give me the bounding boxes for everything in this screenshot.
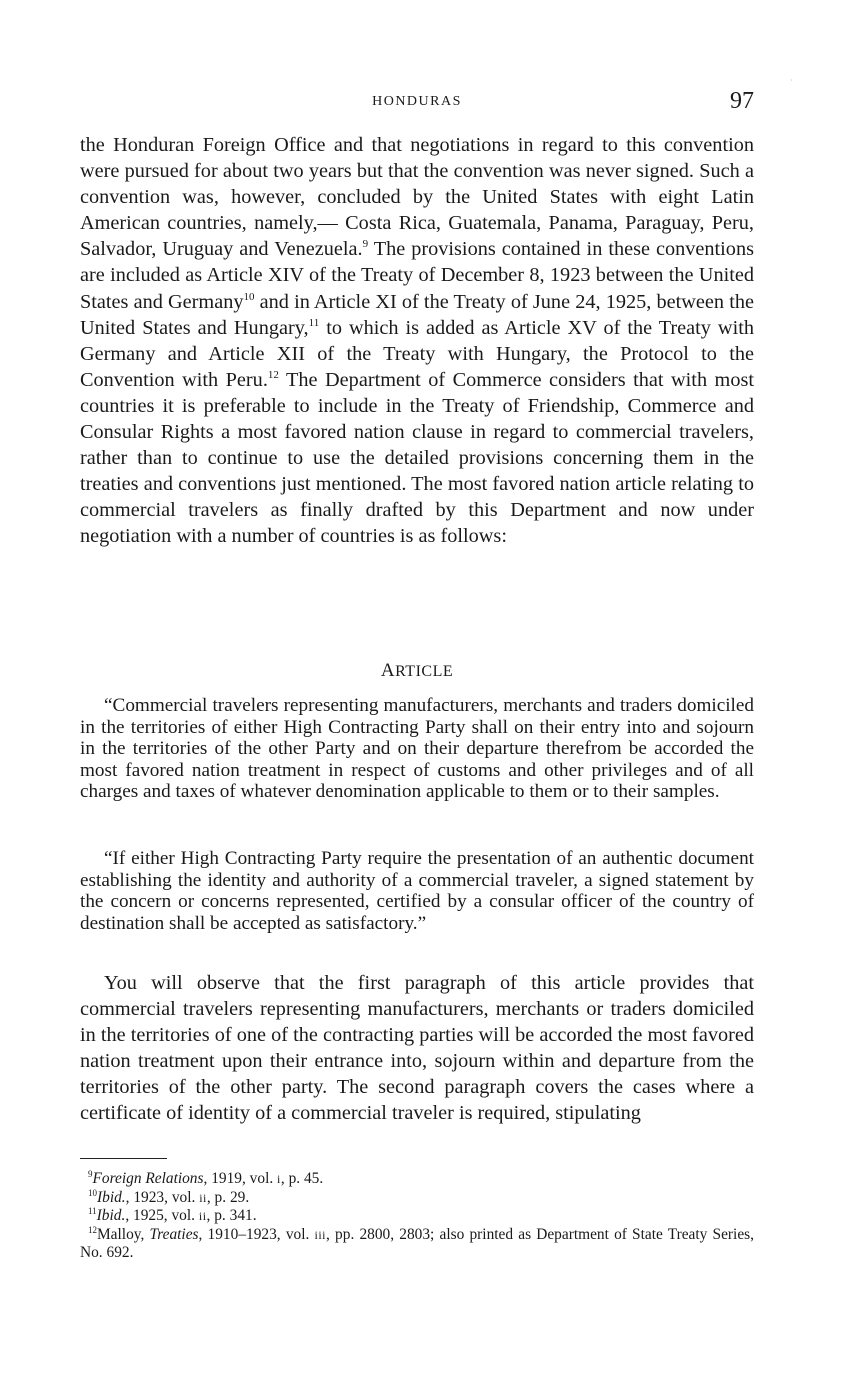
text-run: the Honduran Foreign Office and that negotiations in regard to this convention were pursued for about two years but that the convention was never signed. Such a convention was, however, concluded by the United States with eight Latin American countries, namely,— Costa Rica, Guatemala, Panama, Paraguay, Peru, Salvador, Uruguay and Venezuela. bbox=[80, 134, 754, 261]
footnote-ref-10: 10 bbox=[243, 290, 255, 303]
footnote-title: Ibid. bbox=[97, 1188, 126, 1206]
text-run: The Department of Commerce considers that with most countries it is preferable to include in the Treaty of Friendship, Commerce and Consular Rights a most favored nation clause in regard to commercial travelers, rather than to continue to use the detailed provisions concerning them in the treaties and conventions just mentioned. The most favored nation article relating to commercial travelers as finally drafted by this Department and now under negotiation with a number of countries is as follows: bbox=[80, 368, 754, 548]
running-head: HONDURAS bbox=[372, 94, 462, 109]
footnote-11 bbox=[80, 1207, 754, 1226]
footnote-text: , p. 45. bbox=[280, 1170, 324, 1187]
body-paragraph-2: You will observe that the first paragraph of this article provides that commercial travelers representing manufacturers, merchants or traders domiciled in the territories of one of the contracting parties will be accorded the most favored nation treatment upon their entrance into, sojourn within and departure from the territories of the other party. The second paragraph covers the cases where a certificate of identity of a commercial traveler is required, stipulating bbox=[80, 972, 754, 1125]
footnote-title: Treaties bbox=[149, 1225, 199, 1243]
footnote-text: , 1919, vol. bbox=[203, 1170, 278, 1187]
footnote-text: , 1925, vol. bbox=[125, 1207, 199, 1224]
footnote-number: 9 bbox=[88, 1168, 93, 1179]
margin-mark: · bbox=[790, 76, 793, 85]
footnote-title: Foreign Relations bbox=[92, 1170, 204, 1187]
text-run: to which is added as Article XV of the Treaty with Germany and Article XII of the Treaty with Hungary, the Protocol to the Convention with Peru. bbox=[80, 316, 754, 391]
footnote-9 bbox=[80, 1170, 754, 1189]
article-heading-cap: A bbox=[380, 660, 396, 681]
body-paragraph-1 bbox=[80, 132, 754, 550]
footnote-text: , pp. 2800, 2803; also printed as Department of State Treaty Series, No. 692. bbox=[80, 1225, 754, 1261]
footnotes bbox=[80, 1170, 754, 1263]
footnote-text: , p. 29. bbox=[206, 1188, 250, 1206]
footnote-ref-11: 11 bbox=[308, 316, 320, 329]
footnote-volume: ii bbox=[199, 1190, 207, 1205]
page-number: 97 bbox=[730, 88, 754, 114]
footnote-10 bbox=[80, 1189, 754, 1208]
text-run: and in Article XI of the Treaty of June 24, 1925, between the United States and Hungary, bbox=[80, 290, 754, 339]
article-quote-1: “Commercial travelers representing manufacturers, merchants and traders domiciled in the territories of either High Contracting Party shall on their entry into and sojourn in the territories of the other Party and on their departure therefrom be accorded the most favored nation treatment in respect of customs and other privileges and of all charges and taxes of whatever denomination applicable to them or to their samples. bbox=[80, 695, 754, 802]
footnote-volume: ii bbox=[198, 1209, 207, 1223]
footnote-title: Ibid. bbox=[96, 1207, 126, 1224]
footnote-text: , p. 341. bbox=[206, 1207, 257, 1224]
footnote-volume: iii bbox=[314, 1227, 327, 1242]
footnote-text: , 1910–1923, vol. bbox=[198, 1225, 315, 1243]
footnote-number: 11 bbox=[88, 1205, 97, 1216]
page-header bbox=[80, 88, 754, 118]
text-run: The provisions contained in these conventions are included as Article XIV of the Treaty of December 8, 1923 between the United States and Germany bbox=[80, 238, 754, 313]
footnote-12 bbox=[80, 1226, 754, 1263]
article-heading-rest: RTICLE bbox=[395, 663, 454, 680]
footnote-text: Malloy, bbox=[97, 1225, 150, 1243]
footnote-number: 12 bbox=[88, 1224, 97, 1235]
footnote-ref-9: 9 bbox=[362, 238, 369, 251]
footnote-rule bbox=[80, 1158, 167, 1159]
footnote-ref-12: 12 bbox=[267, 369, 279, 382]
footnote-volume: i bbox=[277, 1172, 281, 1186]
article-heading bbox=[80, 660, 754, 682]
footnote-number: 10 bbox=[88, 1187, 97, 1198]
footnote-text: , 1923, vol. bbox=[125, 1188, 200, 1206]
article-quote-2: “If either High Contracting Party require the presentation of an authentic document establishing the identity and authority of a commercial traveler, a signed statement by the concern or concerns represented, certified by a consular officer of the country of destination shall be accepted as satisfactory.” bbox=[80, 848, 754, 934]
